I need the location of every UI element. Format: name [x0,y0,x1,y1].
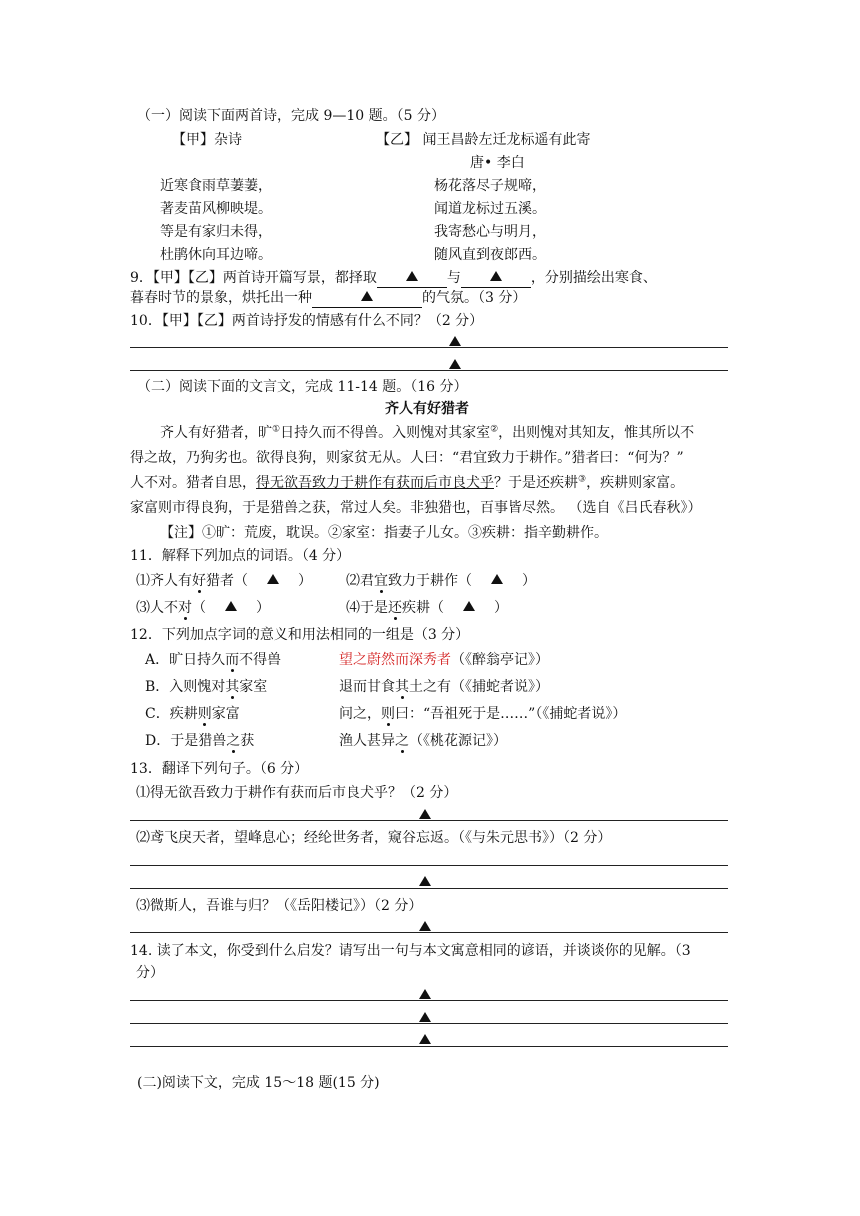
answer-blank[interactable] [461,269,531,288]
passage-note: 【注】①旷：荒废，耽误。②家室：指妻子儿女。③疾耕：指辛勤耕作。 [160,525,608,541]
poem-2-line: 杨花落尽子规啼， [434,178,546,194]
q12-option-b-right: 退而甘食其土之有（《捕蛇者说》） [339,679,549,695]
question-13: 13．翻译下列句子。（6 分） [130,761,309,777]
q12-option-c-right: 问之，则曰：“吾祖死于是……”（《捕蛇者说》） [339,706,627,722]
triangle-icon [419,1034,431,1044]
answer-line[interactable] [130,347,728,348]
question-14-line-2: 分） [136,965,164,981]
triangle-icon [419,921,431,931]
q12-option-a-left: A．旷日持久而不得兽 [145,652,282,668]
question-9-line-2: 暮春时节的景象，烘托出一种 的气氛。（3 分） [130,290,527,306]
passage-line: 齐人有好猎者，旷①日持久而不得兽。入则愧对其家室②，出则愧对其知友，惟其所以不 [160,424,695,441]
q12-option-c-left: C．疾耕则家富 [145,706,240,722]
poem-2-line: 闻道龙标过五溪。 [434,201,546,217]
question-10: 10．【甲】【乙】两首诗抒发的情感有什么不同？（2 分） [130,313,484,329]
section-2-heading: （二）阅读下面的文言文，完成 11-14 题。（16 分） [137,379,468,395]
q12-option-d-left: D．于是猎兽之获 [145,733,255,749]
triangle-icon [225,601,237,611]
section-1-heading: （一）阅读下面两首诗，完成 9—10 题。（5 分） [137,108,445,124]
triangle-icon [419,989,431,999]
q12-option-a-right: 望之蔚然而深秀者（《醉翁亭记》） [339,652,549,668]
triangle-icon [449,359,461,369]
poem-1-title: 【甲】杂诗 [172,132,242,148]
q12-option-d-right: 渔人甚异之（《桃花源记》） [339,733,507,749]
poem-2-line: 我寄愁心与明月， [434,224,546,240]
triangle-icon [490,271,502,281]
triangle-icon [449,336,461,346]
poem-1-line: 杜鹃休向耳边啼。 [160,247,272,263]
answer-blank[interactable] [472,571,522,591]
answer-blank[interactable] [444,598,494,618]
triangle-icon [361,291,373,301]
answer-line[interactable] [130,1046,728,1047]
q11-item-4: ⑷于是还疾耕（ ） [346,600,508,616]
poem-2-title: 【乙】 闻王昌龄左迁龙标遥有此寄 [376,132,591,148]
question-9: 9．【甲】【乙】两首诗开篇写景，都择取 与 ，分别描绘出寒食、 [130,270,657,286]
poem-1-line: 近寒食雨草萋萋， [160,178,272,194]
answer-blank[interactable] [206,598,256,618]
q12-option-b-left: B．入则愧对其家室 [145,679,268,695]
passage-line: 人不对。猎者自思，得无欲吾致力于耕作有获而后市良犬乎？于是还疾耕③，疾耕则家富。 [130,474,685,491]
q13-sentence-1: ⑴得无欲吾致力于耕作有获而后市良犬乎？（2 分） [136,785,458,801]
answer-line[interactable] [130,370,728,371]
q11-item-3: ⑶人不对（ ） [136,600,270,616]
answer-line[interactable] [130,820,728,821]
passage-title: 齐人有好猎者 [385,401,469,417]
q11-item-1: ⑴齐人有好猎者（ ） [136,573,312,589]
answer-line[interactable] [130,865,728,866]
passage-line: 得之故，乃狗劣也。欲得良狗，则家贫无从。人曰：“君宜致力于耕作。”猎者曰：“何为？” [130,450,684,466]
poem-2-line: 随风直到夜郎西。 [434,247,546,263]
poem-1-line: 等是有家归未得， [160,224,272,240]
question-11: 11．解释下列加点的词语。（4 分） [130,548,351,564]
triangle-icon [419,876,431,886]
q13-sentence-2: ⑵鸢飞戾天者，望峰息心；经纶世务者，窥谷忘返。（《与朱元思书》）（2 分） [136,830,612,846]
question-12: 12．下列加点字词的意义和用法相同的一组是（3 分） [130,627,470,643]
answer-line[interactable] [130,1000,728,1001]
passage-line: 家富则市得良狗，于是猎兽之获，常过人矣。非独猎也，百事皆尽然。 （选自《吕氏春秋》） [130,500,702,516]
answer-line[interactable] [130,932,728,933]
question-14: 14. 读了本文，你受到什么启发？请写出一句与本文寓意相同的谚语，并谈谈你的见解。（3 [130,943,691,959]
answer-blank[interactable] [312,289,422,308]
q11-item-2: ⑵君宜致力于耕作（ ） [346,573,536,589]
section-3-heading: (二)阅读下文，完成 15～18 题(15 分) [137,1075,380,1091]
answer-blank[interactable] [377,269,447,288]
triangle-icon [419,1012,431,1022]
triangle-icon [406,271,418,281]
triangle-icon [267,574,279,584]
answer-line[interactable] [130,888,728,889]
triangle-icon [463,601,475,611]
poem-1-line: 著麦苗风柳映堤。 [160,201,272,217]
answer-blank[interactable] [248,571,298,591]
q13-sentence-3: ⑶微斯人，吾谁与归？（《岳阳楼记》）（2 分） [136,898,423,914]
triangle-icon [491,574,503,584]
poem-2-author: 唐• 李白 [470,155,525,171]
triangle-icon [419,809,431,819]
answer-line[interactable] [130,1023,728,1024]
